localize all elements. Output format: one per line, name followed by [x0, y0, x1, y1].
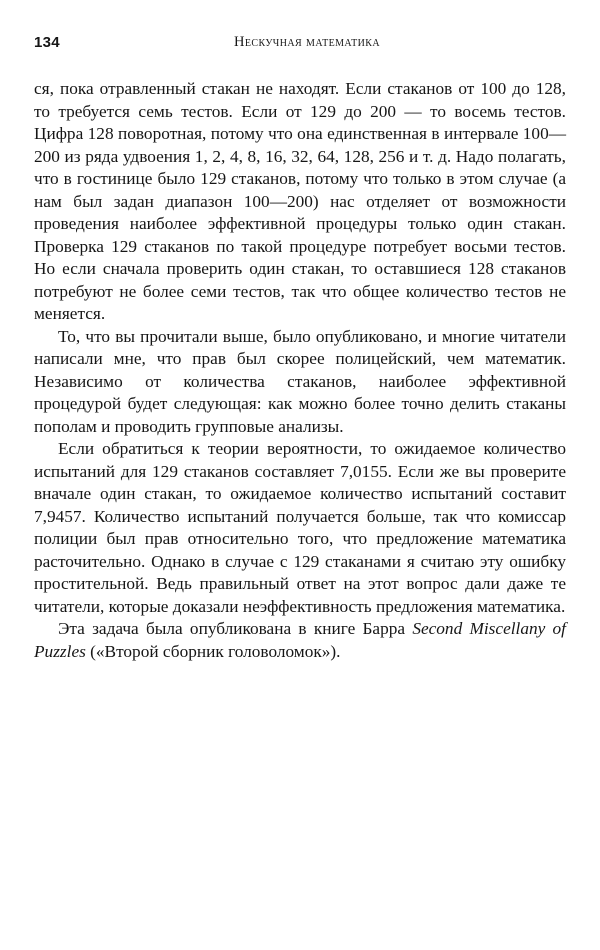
paragraph-1: ся, пока отравленный стакан не находят. Если стаканов от 100 до 128, то требуется семь тестов. Если от 129 до 200 — то восемь тестов. Цифра 128 поворотная, потому что она единственная в интервале 100—200 из ряда удвоения 1, 2, 4, 8, 16, 32, 64, 128, 256 и т. д. Надо полагать, что в гостинице было 129 стаканов, потому что только в этом случае (а нам был задан диапазон 100—200) нас отделяет от возможности проведения наиболее эффективной процедуры только один стакан. Проверка 129 стаканов по такой процедуре потребует восьми тестов. Но если сначала проверить один стакан, то оставшиеся 128 стаканов потребуют не более семи тестов, так что общее количество тестов не меняется.: [34, 79, 566, 323]
paragraph-4: [34, 618, 566, 663]
citation-intro: Эта задача была опубликована в книге Барра: [58, 619, 413, 638]
paragraph-3: Если обратиться к теории вероятности, то ожидаемое количество испытаний для 129 стаканов составляет 7,0155. Если же вы проверите вначале один стакан, то ожидаемое количество испытаний составит 7,9457. Количество испытаний получается больше, так что комиссар полиции был прав относительно того, что предложение математика расточительно. Однако в случае с 129 стаканами я считаю эту ошибку простительной. Ведь правильный ответ на этот вопрос дали даже те читатели, которые доказали неэффективность предложения математика.: [34, 439, 566, 616]
paragraph-2: То, что вы прочитали выше, было опубликовано, и многие читатели написали мне, что прав был скорее полицейский, чем математик. Независимо от количества стаканов, наиболее эффективной процедурой будет следующая: как можно более точно делить стаканы пополам и проводить групповые анализы.: [34, 326, 566, 436]
page-number: 134: [34, 34, 60, 51]
book-title-translation: («Второй сборник головоломок»).: [85, 641, 341, 661]
body-text: [34, 78, 566, 663]
page-header: [34, 34, 566, 58]
running-title: Нескучная математика: [234, 34, 380, 50]
book-title: Second Miscellany of Puzzles: [34, 619, 566, 661]
